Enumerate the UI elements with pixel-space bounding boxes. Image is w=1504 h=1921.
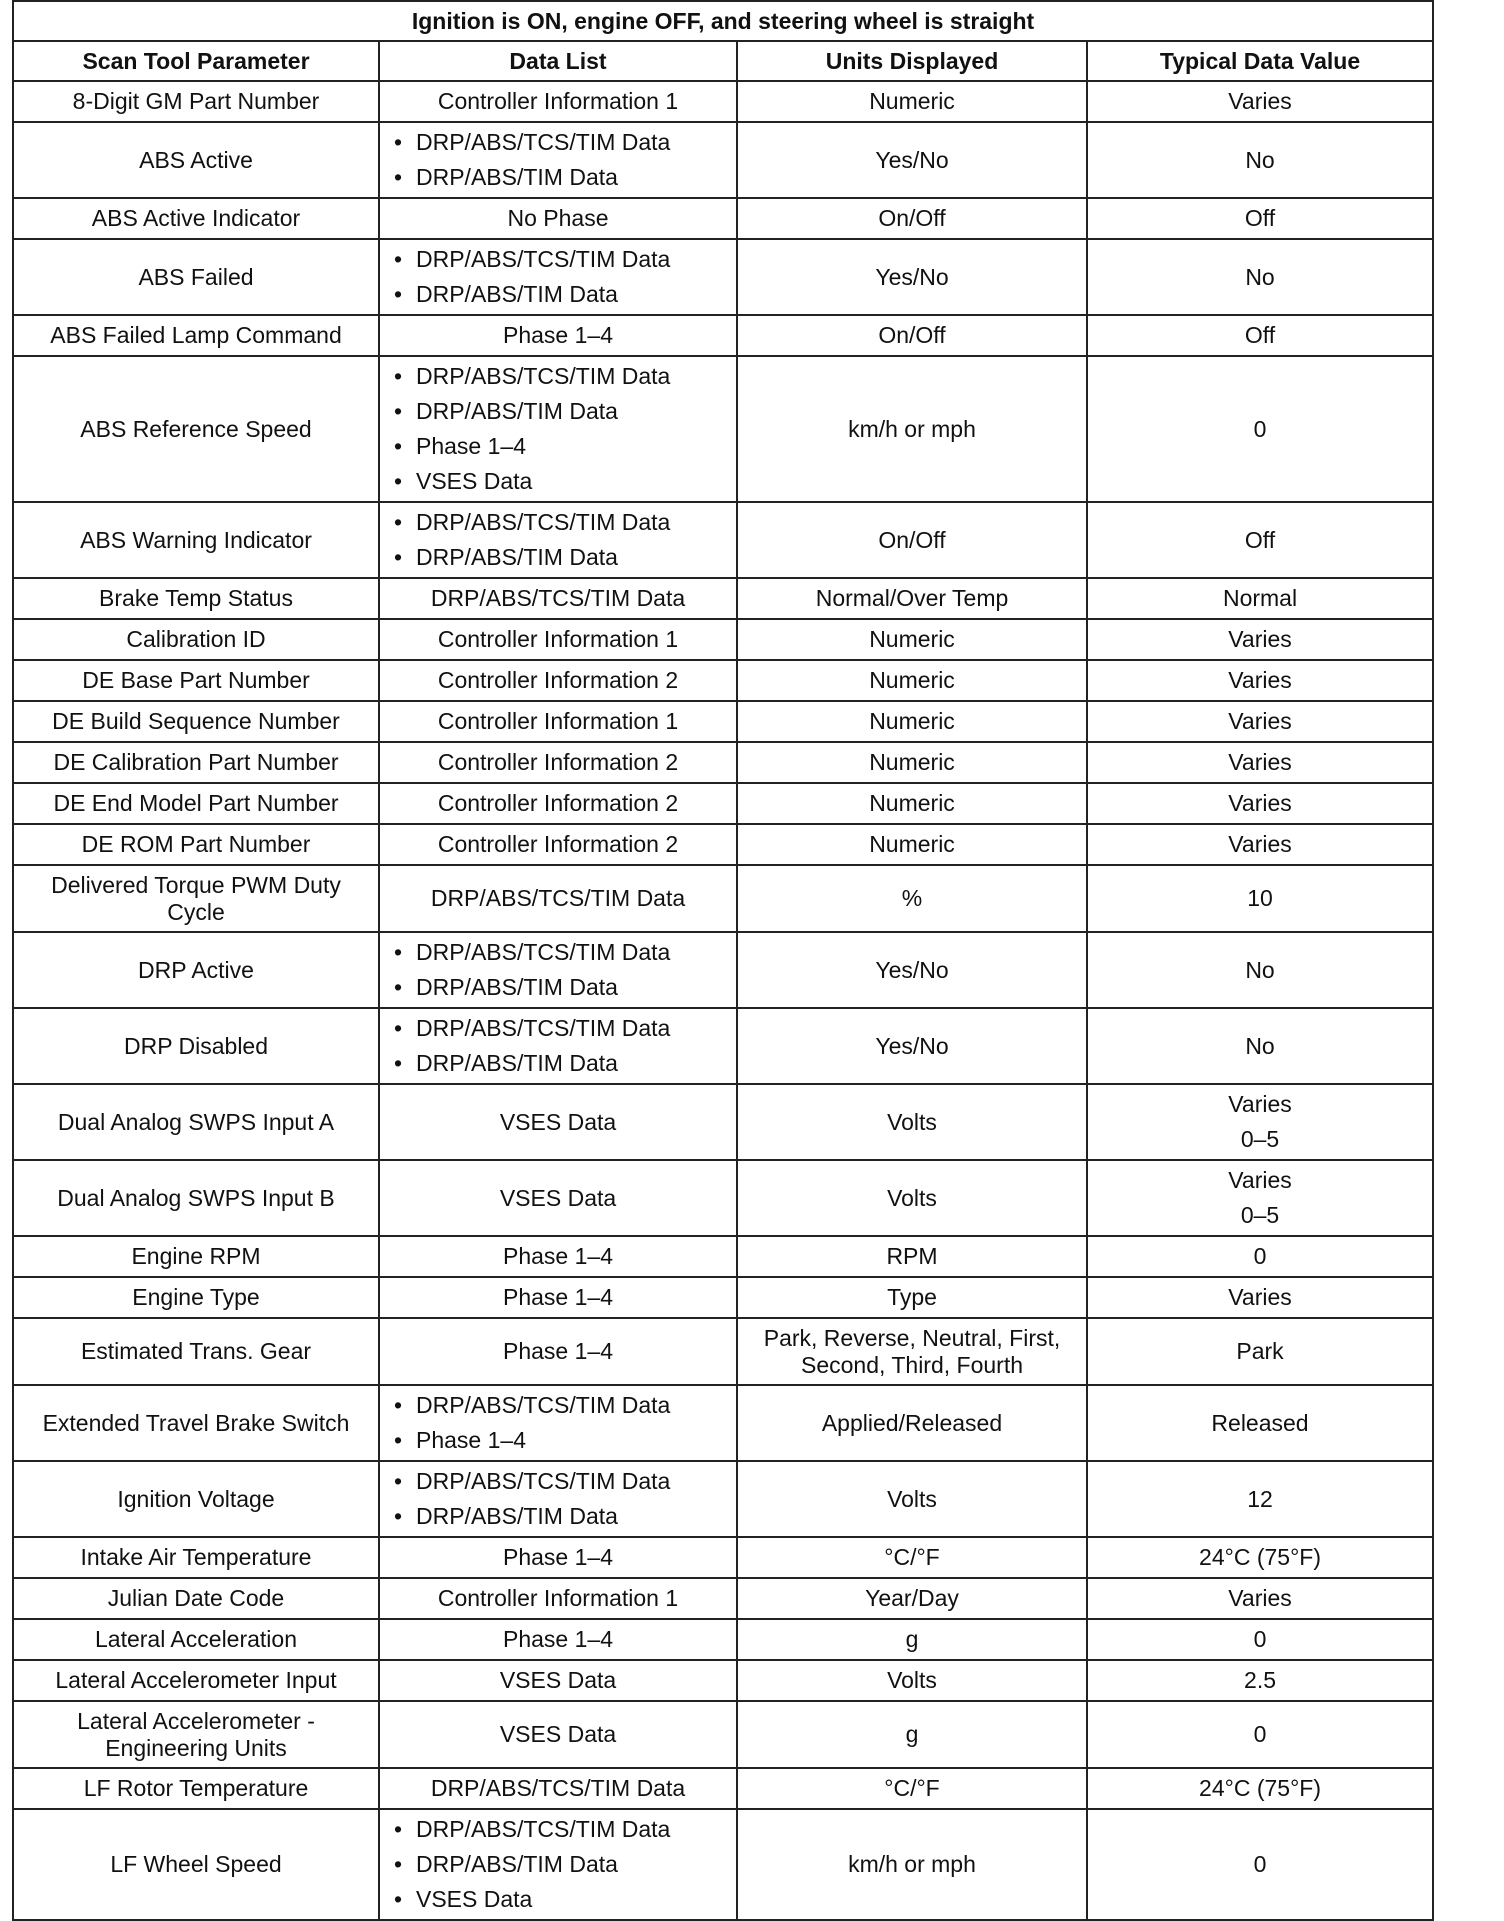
cell-scan-tool-parameter: DE End Model Part Number — [13, 783, 379, 824]
cell-scan-tool-parameter: 8-Digit GM Part Number — [13, 81, 379, 122]
table-row — [13, 356, 1433, 502]
cell-units-displayed: On/Off — [737, 315, 1087, 356]
data-list-item: • DRP/ABS/TCS/TIM Data — [416, 1388, 730, 1423]
cell-data-list — [379, 1008, 737, 1084]
data-list-item: • DRP/ABS/TCS/TIM Data — [416, 359, 730, 394]
cell-typical-data-value: Varies — [1087, 701, 1433, 742]
cell-scan-tool-parameter: DRP Active — [13, 932, 379, 1008]
cell-typical-data-value: Off — [1087, 502, 1433, 578]
data-list-item: • Phase 1–4 — [416, 429, 730, 464]
data-list-item: • VSES Data — [416, 1882, 730, 1917]
table-row — [13, 619, 1433, 660]
cell-scan-tool-parameter: Lateral Accelerometer - Engineering Units — [13, 1701, 379, 1768]
cell-data-list — [379, 356, 737, 502]
cell-units-displayed: °C/°F — [737, 1537, 1087, 1578]
cell-data-list: VSES Data — [379, 1084, 737, 1160]
cell-data-list — [379, 932, 737, 1008]
cell-data-list: DRP/ABS/TCS/TIM Data — [379, 865, 737, 932]
cell-typical-data-value: 0 — [1087, 1236, 1433, 1277]
header-data-list: Data List — [379, 41, 737, 81]
cell-units-displayed: Numeric — [737, 742, 1087, 783]
cell-units-displayed: Year/Day — [737, 1578, 1087, 1619]
cell-scan-tool-parameter: DE ROM Part Number — [13, 824, 379, 865]
table-caption: Ignition is ON, engine OFF, and steering wheel is straight — [13, 1, 1433, 41]
cell-data-list: Controller Information 1 — [379, 701, 737, 742]
cell-typical-data-value: Off — [1087, 198, 1433, 239]
table-row — [13, 315, 1433, 356]
table-row — [13, 1236, 1433, 1277]
cell-units-displayed: Yes/No — [737, 1008, 1087, 1084]
cell-scan-tool-parameter: Ignition Voltage — [13, 1461, 379, 1537]
cell-scan-tool-parameter: Intake Air Temperature — [13, 1537, 379, 1578]
cell-data-list: Controller Information 2 — [379, 783, 737, 824]
table-row — [13, 1701, 1433, 1768]
data-list-item: • DRP/ABS/TIM Data — [416, 970, 730, 1005]
cell-data-list: VSES Data — [379, 1160, 737, 1236]
data-list-item: • DRP/ABS/TIM Data — [416, 540, 730, 575]
cell-scan-tool-parameter: Delivered Torque PWM Duty Cycle — [13, 865, 379, 932]
table-row — [13, 1660, 1433, 1701]
table-row — [13, 1160, 1433, 1236]
cell-scan-tool-parameter: Dual Analog SWPS Input A — [13, 1084, 379, 1160]
cell-units-displayed: km/h or mph — [737, 356, 1087, 502]
cell-units-displayed: Numeric — [737, 701, 1087, 742]
cell-typical-data-value: No — [1087, 932, 1433, 1008]
table-row — [13, 1619, 1433, 1660]
cell-scan-tool-parameter: ABS Failed — [13, 239, 379, 315]
cell-typical-data-value: 12 — [1087, 1461, 1433, 1537]
table-body — [13, 81, 1433, 1920]
data-list-item: • DRP/ABS/TIM Data — [416, 1847, 730, 1882]
table-row — [13, 783, 1433, 824]
table-row — [13, 1768, 1433, 1809]
cell-units-displayed: °C/°F — [737, 1768, 1087, 1809]
cell-units-displayed: Numeric — [737, 81, 1087, 122]
data-list-item: • DRP/ABS/TIM Data — [416, 1499, 730, 1534]
cell-units-displayed: On/Off — [737, 198, 1087, 239]
table-row — [13, 1277, 1433, 1318]
cell-typical-data-value: 24°C (75°F) — [1087, 1537, 1433, 1578]
cell-data-list: Phase 1–4 — [379, 1236, 737, 1277]
cell-typical-data-value: Park — [1087, 1318, 1433, 1385]
data-list-item: • DRP/ABS/TIM Data — [416, 394, 730, 429]
cell-data-list — [379, 239, 737, 315]
scan-tool-data-table-sheet — [12, 0, 1432, 1921]
header-scan-tool-parameter: Scan Tool Parameter — [13, 41, 379, 81]
data-list-item: • DRP/ABS/TCS/TIM Data — [416, 935, 730, 970]
cell-typical-data-value: Varies — [1087, 660, 1433, 701]
cell-scan-tool-parameter: ABS Failed Lamp Command — [13, 315, 379, 356]
cell-typical-data-value: 10 — [1087, 865, 1433, 932]
cell-data-list: Controller Information 1 — [379, 619, 737, 660]
data-list-bullets — [386, 1388, 730, 1458]
data-list-bullets — [386, 935, 730, 1005]
cell-scan-tool-parameter: Extended Travel Brake Switch — [13, 1385, 379, 1461]
table-row — [13, 1084, 1433, 1160]
cell-units-displayed: Numeric — [737, 660, 1087, 701]
cell-units-displayed: Numeric — [737, 783, 1087, 824]
header-row — [13, 41, 1433, 81]
data-list-item: • DRP/ABS/TCS/TIM Data — [416, 505, 730, 540]
cell-typical-data-value: Varies — [1087, 1277, 1433, 1318]
cell-typical-data-value: Released — [1087, 1385, 1433, 1461]
typical-value-line: 0–5 — [1240, 1202, 1280, 1228]
data-list-bullets — [386, 359, 730, 499]
table-row — [13, 742, 1433, 783]
cell-typical-data-value — [1087, 1160, 1433, 1236]
table-row — [13, 578, 1433, 619]
data-list-bullets — [386, 242, 730, 312]
table-row — [13, 1578, 1433, 1619]
cell-typical-data-value: 0 — [1087, 1809, 1433, 1920]
cell-units-displayed: On/Off — [737, 502, 1087, 578]
table-row — [13, 1385, 1433, 1461]
cell-units-displayed: Type — [737, 1277, 1087, 1318]
cell-data-list: DRP/ABS/TCS/TIM Data — [379, 578, 737, 619]
table-row — [13, 502, 1433, 578]
cell-typical-data-value: No — [1087, 239, 1433, 315]
cell-data-list: Controller Information 2 — [379, 660, 737, 701]
table-row — [13, 239, 1433, 315]
cell-scan-tool-parameter: ABS Warning Indicator — [13, 502, 379, 578]
table-row — [13, 1537, 1433, 1578]
cell-typical-data-value — [1087, 1084, 1433, 1160]
cell-typical-data-value: Varies — [1087, 824, 1433, 865]
cell-typical-data-value: 0 — [1087, 1701, 1433, 1768]
cell-typical-data-value: 0 — [1087, 1619, 1433, 1660]
cell-units-displayed: km/h or mph — [737, 1809, 1087, 1920]
cell-typical-data-value: No — [1087, 122, 1433, 198]
cell-typical-data-value: No — [1087, 1008, 1433, 1084]
table-row — [13, 1318, 1433, 1385]
cell-scan-tool-parameter: Lateral Acceleration — [13, 1619, 379, 1660]
table-row — [13, 701, 1433, 742]
table-row — [13, 824, 1433, 865]
cell-units-displayed: Numeric — [737, 619, 1087, 660]
cell-units-displayed: Yes/No — [737, 239, 1087, 315]
cell-data-list: Phase 1–4 — [379, 315, 737, 356]
typical-value-line: Varies — [1228, 1167, 1292, 1193]
cell-data-list: DRP/ABS/TCS/TIM Data — [379, 1768, 737, 1809]
cell-typical-data-value: Normal — [1087, 578, 1433, 619]
cell-data-list — [379, 1809, 737, 1920]
cell-typical-data-value: Varies — [1087, 742, 1433, 783]
cell-typical-data-value: Varies — [1087, 1578, 1433, 1619]
data-list-item: • DRP/ABS/TIM Data — [416, 1046, 730, 1081]
data-list-item: • DRP/ABS/TCS/TIM Data — [416, 242, 730, 277]
cell-typical-data-value: 0 — [1087, 356, 1433, 502]
table-row — [13, 660, 1433, 701]
data-list-bullets — [386, 505, 730, 575]
data-list-bullets — [386, 1011, 730, 1081]
cell-units-displayed: g — [737, 1619, 1087, 1660]
cell-scan-tool-parameter: DE Calibration Part Number — [13, 742, 379, 783]
cell-units-displayed: Park, Reverse, Neutral, First, Second, Third, Fourth — [737, 1318, 1087, 1385]
cell-data-list — [379, 1461, 737, 1537]
data-list-item: • VSES Data — [416, 464, 730, 499]
cell-data-list: Phase 1–4 — [379, 1537, 737, 1578]
data-list-item: • DRP/ABS/TCS/TIM Data — [416, 1812, 730, 1847]
cell-data-list: Phase 1–4 — [379, 1619, 737, 1660]
cell-typical-data-value: Varies — [1087, 783, 1433, 824]
cell-data-list: VSES Data — [379, 1701, 737, 1768]
table-row — [13, 1461, 1433, 1537]
table-row — [13, 1809, 1433, 1920]
cell-units-displayed: Yes/No — [737, 932, 1087, 1008]
cell-units-displayed: Volts — [737, 1084, 1087, 1160]
cell-data-list: VSES Data — [379, 1660, 737, 1701]
cell-data-list: Controller Information 1 — [379, 1578, 737, 1619]
header-units-displayed: Units Displayed — [737, 41, 1087, 81]
cell-scan-tool-parameter: Dual Analog SWPS Input B — [13, 1160, 379, 1236]
cell-scan-tool-parameter: Engine RPM — [13, 1236, 379, 1277]
cell-typical-data-value: 2.5 — [1087, 1660, 1433, 1701]
typical-value-line: Varies — [1228, 1091, 1292, 1117]
cell-typical-data-value: Off — [1087, 315, 1433, 356]
cell-units-displayed: Volts — [737, 1160, 1087, 1236]
table-row — [13, 865, 1433, 932]
cell-scan-tool-parameter: Estimated Trans. Gear — [13, 1318, 379, 1385]
data-list-bullets — [386, 1464, 730, 1534]
cell-data-list: No Phase — [379, 198, 737, 239]
header-typical-data-value: Typical Data Value — [1087, 41, 1433, 81]
cell-data-list: Phase 1–4 — [379, 1318, 737, 1385]
cell-typical-data-value: 24°C (75°F) — [1087, 1768, 1433, 1809]
cell-data-list — [379, 1385, 737, 1461]
cell-scan-tool-parameter: LF Wheel Speed — [13, 1809, 379, 1920]
data-list-bullets — [386, 125, 730, 195]
cell-scan-tool-parameter: Julian Date Code — [13, 1578, 379, 1619]
typical-value-line: 0–5 — [1240, 1126, 1280, 1152]
table-row — [13, 81, 1433, 122]
table-row — [13, 122, 1433, 198]
cell-scan-tool-parameter: DE Build Sequence Number — [13, 701, 379, 742]
cell-scan-tool-parameter: ABS Active Indicator — [13, 198, 379, 239]
data-list-item: • DRP/ABS/TCS/TIM Data — [416, 1011, 730, 1046]
cell-data-list: Phase 1–4 — [379, 1277, 737, 1318]
cell-units-displayed: Applied/Released — [737, 1385, 1087, 1461]
cell-scan-tool-parameter: Brake Temp Status — [13, 578, 379, 619]
cell-units-displayed: RPM — [737, 1236, 1087, 1277]
data-list-item: • DRP/ABS/TCS/TIM Data — [416, 1464, 730, 1499]
cell-data-list: Controller Information 2 — [379, 824, 737, 865]
cell-units-displayed: Volts — [737, 1660, 1087, 1701]
data-list-item: • DRP/ABS/TIM Data — [416, 277, 730, 312]
scan-tool-data-table — [12, 0, 1434, 1921]
table-row — [13, 198, 1433, 239]
cell-data-list: Controller Information 2 — [379, 742, 737, 783]
table-row — [13, 1008, 1433, 1084]
cell-scan-tool-parameter: Lateral Accelerometer Input — [13, 1660, 379, 1701]
cell-typical-data-value: Varies — [1087, 81, 1433, 122]
cell-typical-data-value: Varies — [1087, 619, 1433, 660]
cell-scan-tool-parameter: ABS Reference Speed — [13, 356, 379, 502]
data-list-item: • Phase 1–4 — [416, 1423, 730, 1458]
data-list-item: • DRP/ABS/TCS/TIM Data — [416, 125, 730, 160]
cell-scan-tool-parameter: Calibration ID — [13, 619, 379, 660]
cell-units-displayed: Normal/Over Temp — [737, 578, 1087, 619]
data-list-item: • DRP/ABS/TIM Data — [416, 160, 730, 195]
cell-units-displayed: Volts — [737, 1461, 1087, 1537]
cell-units-displayed: Yes/No — [737, 122, 1087, 198]
cell-scan-tool-parameter: DE Base Part Number — [13, 660, 379, 701]
cell-scan-tool-parameter: ABS Active — [13, 122, 379, 198]
cell-scan-tool-parameter: LF Rotor Temperature — [13, 1768, 379, 1809]
cell-scan-tool-parameter: Engine Type — [13, 1277, 379, 1318]
cell-scan-tool-parameter: DRP Disabled — [13, 1008, 379, 1084]
data-list-bullets — [386, 1812, 730, 1917]
table-row — [13, 932, 1433, 1008]
cell-data-list: Controller Information 1 — [379, 81, 737, 122]
cell-units-displayed: Numeric — [737, 824, 1087, 865]
cell-units-displayed: g — [737, 1701, 1087, 1768]
cell-data-list — [379, 122, 737, 198]
cell-units-displayed: % — [737, 865, 1087, 932]
cell-data-list — [379, 502, 737, 578]
